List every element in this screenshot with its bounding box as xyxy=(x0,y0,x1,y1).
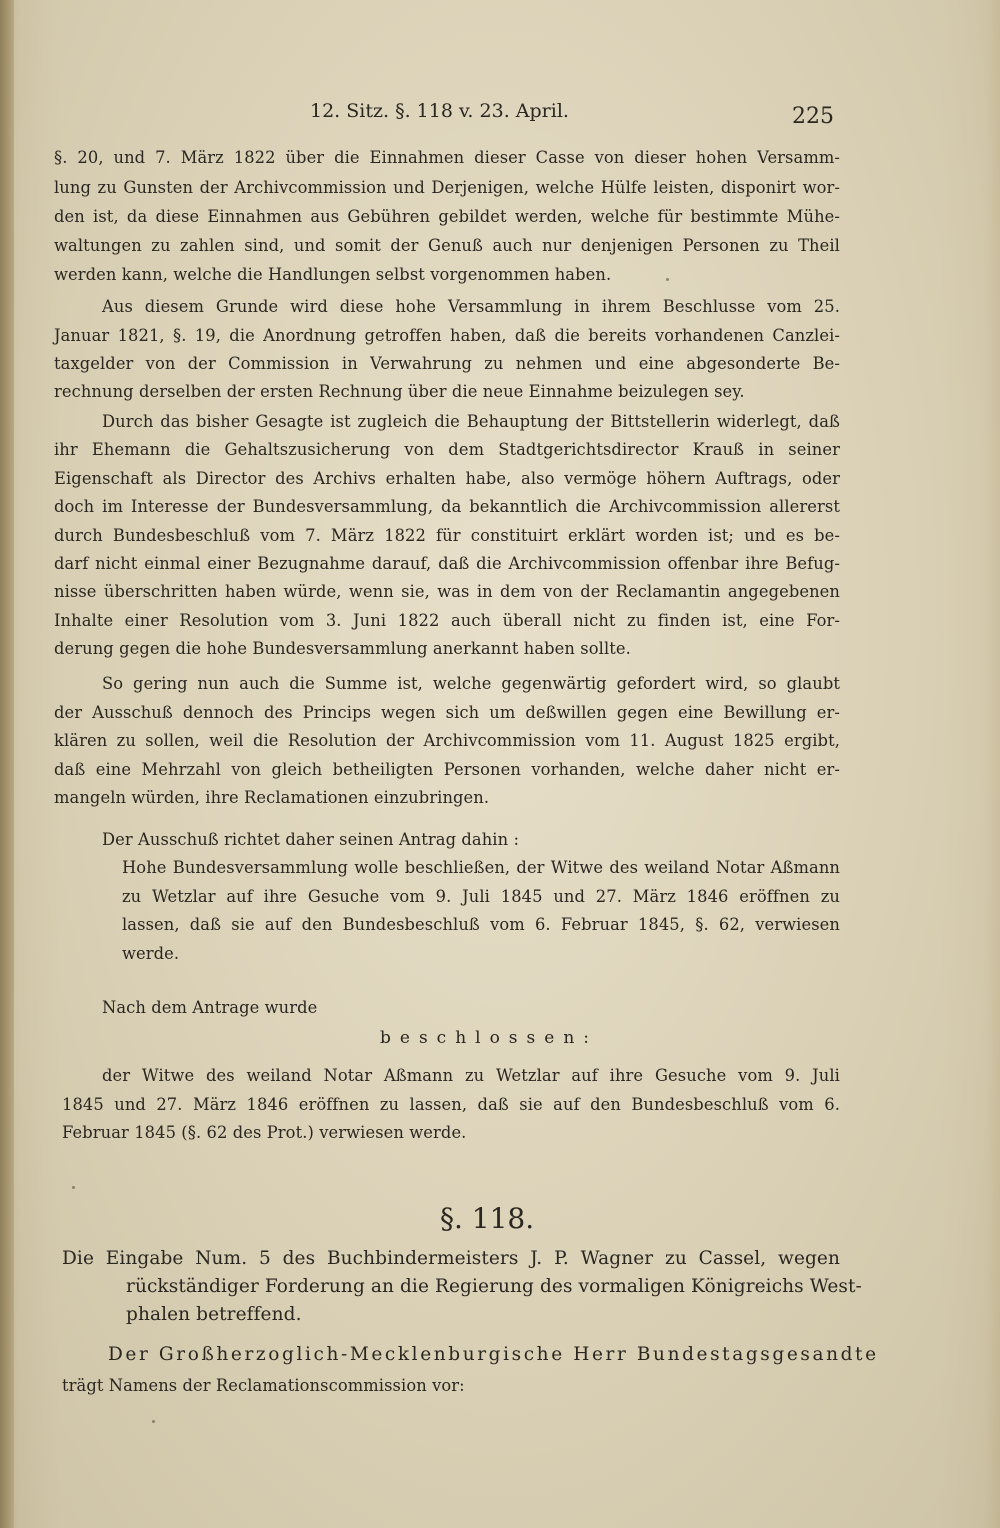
text-line: doch im Interesse der Bundesversammlung, da bekanntlich die Archivcommission allererst xyxy=(54,497,840,516)
page-number: 225 xyxy=(792,104,834,129)
text-line: rechnung derselben der ersten Rechnung über die neue Einnahme beizulegen sey. xyxy=(54,382,745,401)
text-line: der Witwe des weiland Notar Aßmann zu Wetzlar auf ihre Gesuche vom 9. Juli xyxy=(102,1066,840,1085)
text-line: phalen betreffend. xyxy=(126,1304,302,1325)
running-head: 12. Sitz. §. 118 v. 23. April. xyxy=(310,100,569,122)
text-line: nisse überschritten haben würde, wenn sie, was in dem von der Reclamantin angegebenen xyxy=(54,582,840,601)
text-line: durch Bundesbeschluß vom 7. März 1822 für constituirt erklärt worden ist; und es be- xyxy=(54,526,840,545)
text-line: rückständiger Forderung an die Regierung des vormaligen Königreichs West- xyxy=(126,1276,862,1297)
text-line: lung zu Gunsten der Archivcommission und Derjenigen, welche Hülfe leisten, disponirt wor- xyxy=(54,178,840,197)
text-line: beschlossen: xyxy=(380,1028,598,1048)
page-spine-shadow xyxy=(0,0,14,1528)
text-line: Nach dem Antrage wurde xyxy=(102,998,318,1017)
text-line: Der Ausschuß richtet daher seinen Antrag dahin : xyxy=(102,830,520,849)
text-line: Februar 1845 (§. 62 des Prot.) verwiesen werde. xyxy=(62,1123,467,1142)
text-line: taxgelder von der Commission in Verwahrung zu nehmen und eine abgesonderte Be- xyxy=(54,354,840,373)
text-line: So gering nun auch die Summe ist, welche gegenwärtig gefordert wird, so glaubt xyxy=(102,674,840,693)
text-line: den ist, da diese Einnahmen aus Gebühren gebildet werden, welche für bestimmte Mühe- xyxy=(54,207,840,226)
text-line: klären zu sollen, weil die Resolution der Archivcommission vom 11. August 1825 ergibt, xyxy=(54,731,840,750)
text-line: mangeln würden, ihre Reclamationen einzubringen. xyxy=(54,788,490,807)
text-line: werden kann, welche die Handlungen selbst vorgenommen haben. xyxy=(54,265,612,284)
text-line: Die Eingabe Num. 5 des Buchbindermeisters J. P. Wagner zu Cassel, wegen xyxy=(62,1248,840,1269)
text-line: werde. xyxy=(122,944,180,963)
text-line: waltungen zu zahlen sind, und somit der Genuß auch nur denjenigen Personen zu Theil xyxy=(54,236,840,255)
text-line: Aus diesem Grunde wird diese hohe Versammlung in ihrem Beschlusse vom 25. xyxy=(102,297,840,316)
text-line: Inhalte einer Resolution vom 3. Juni 1822 auch überall nicht zu finden ist, eine For- xyxy=(54,611,840,630)
text-line: Der Großherzoglich-Mecklenburgische Herr Bundestagsgesandte xyxy=(108,1344,879,1365)
text-line: zu Wetzlar auf ihre Gesuche vom 9. Juli 1845 und 27. März 1846 eröffnen zu xyxy=(122,887,840,906)
text-line: trägt Namens der Reclamationscommission vor: xyxy=(62,1376,465,1395)
scan-speck xyxy=(666,278,669,281)
text-line: daß eine Mehrzahl von gleich betheiligten Personen vorhanden, welche daher nicht er- xyxy=(54,760,840,779)
section-number: §. 118. xyxy=(440,1202,535,1235)
text-line: Januar 1821, §. 19, die Anordnung getroffen haben, daß die bereits vorhandenen Canzlei- xyxy=(54,326,840,345)
text-line: §. 20, und 7. März 1822 über die Einnahmen dieser Casse von dieser hohen Versamm- xyxy=(54,148,840,167)
text-line: lassen, daß sie auf den Bundesbeschluß vom 6. Februar 1845, §. 62, verwiesen xyxy=(122,915,840,934)
text-line: Durch das bisher Gesagte ist zugleich die Behauptung der Bittstellerin widerlegt, daß xyxy=(102,412,840,431)
scan-speck xyxy=(72,1186,75,1189)
text-line: Hohe Bundesversammlung wolle beschließen, der Witwe des weiland Notar Aßmann xyxy=(122,858,840,877)
text-line: der Ausschuß dennoch des Princips wegen sich um deßwillen gegen eine Bewillung er- xyxy=(54,703,840,722)
text-line: darf nicht einmal einer Bezugnahme darauf, daß die Archivcommission offenbar ihre Befug- xyxy=(54,554,840,573)
scan-speck xyxy=(152,1420,155,1423)
text-line: derung gegen die hohe Bundesversammlung anerkannt haben sollte. xyxy=(54,639,631,658)
text-line: ihr Ehemann die Gehaltszusicherung von dem Stadtgerichtsdirector Krauß in seiner xyxy=(54,440,840,459)
text-line: Eigenschaft als Director des Archivs erhalten habe, also vermöge höhern Auftrags, oder xyxy=(54,469,840,488)
text-line: 1845 und 27. März 1846 eröffnen zu lassen, daß sie auf den Bundesbeschluß vom 6. xyxy=(62,1095,840,1114)
